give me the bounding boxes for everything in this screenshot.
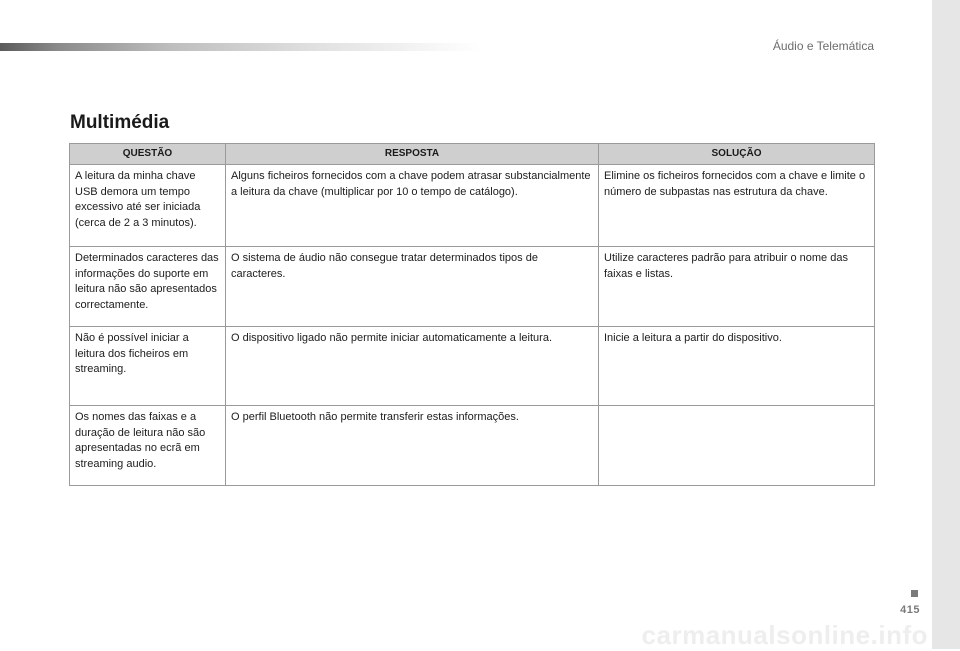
solution-cell: Utilize caracteres padrão para atribuir o nome das faixas e listas. bbox=[599, 247, 875, 327]
column-header-solution: SOLUÇÃO bbox=[599, 144, 875, 165]
solution-cell bbox=[599, 406, 875, 486]
answer-cell: O sistema de áudio não consegue tratar determinados tipos de caracteres. bbox=[226, 247, 599, 327]
answer-cell: Alguns ficheiros fornecidos com a chave podem atrasar substancialmente a leitura da chave (multiplicar por 10 o tempo de catálogo). bbox=[226, 165, 599, 247]
header-gradient-bar bbox=[0, 43, 480, 51]
table-row bbox=[70, 327, 875, 406]
question-cell: Determinados caracteres das informações do suporte em leitura não são apresentados correctamente. bbox=[70, 247, 226, 327]
answer-cell: O dispositivo ligado não permite iniciar automaticamente a leitura. bbox=[226, 327, 599, 406]
page-title: Multimédia bbox=[70, 112, 170, 133]
table-row bbox=[70, 247, 875, 327]
watermark: carmanualsonline.info bbox=[641, 620, 928, 650]
question-cell: Não é possível iniciar a leitura dos ficheiros em streaming. bbox=[70, 327, 226, 406]
question-cell: Os nomes das faixas e a duração de leitura não são apresentadas no ecrã em streaming audio. bbox=[70, 406, 226, 486]
page-marker-square bbox=[911, 590, 918, 597]
table-header-row bbox=[70, 144, 875, 165]
page-number: 415 bbox=[900, 604, 920, 616]
table-row bbox=[70, 165, 875, 247]
solution-cell: Inicie a leitura a partir do dispositivo. bbox=[599, 327, 875, 406]
question-cell: A leitura da minha chave USB demora um tempo excessivo até ser iniciada (cerca de 2 a 3 minutos). bbox=[70, 165, 226, 247]
column-header-question: QUESTÃO bbox=[70, 144, 226, 165]
table-row bbox=[70, 406, 875, 486]
column-header-answer: RESPOSTA bbox=[226, 144, 599, 165]
page-edge-band bbox=[932, 0, 960, 649]
section-header: Áudio e Telemática bbox=[772, 39, 874, 53]
answer-cell: O perfil Bluetooth não permite transferir estas informações. bbox=[226, 406, 599, 486]
solution-cell: Elimine os ficheiros fornecidos com a chave e limite o número de subpastas nas estrutura da chave. bbox=[599, 165, 875, 247]
troubleshooting-table bbox=[69, 143, 875, 486]
